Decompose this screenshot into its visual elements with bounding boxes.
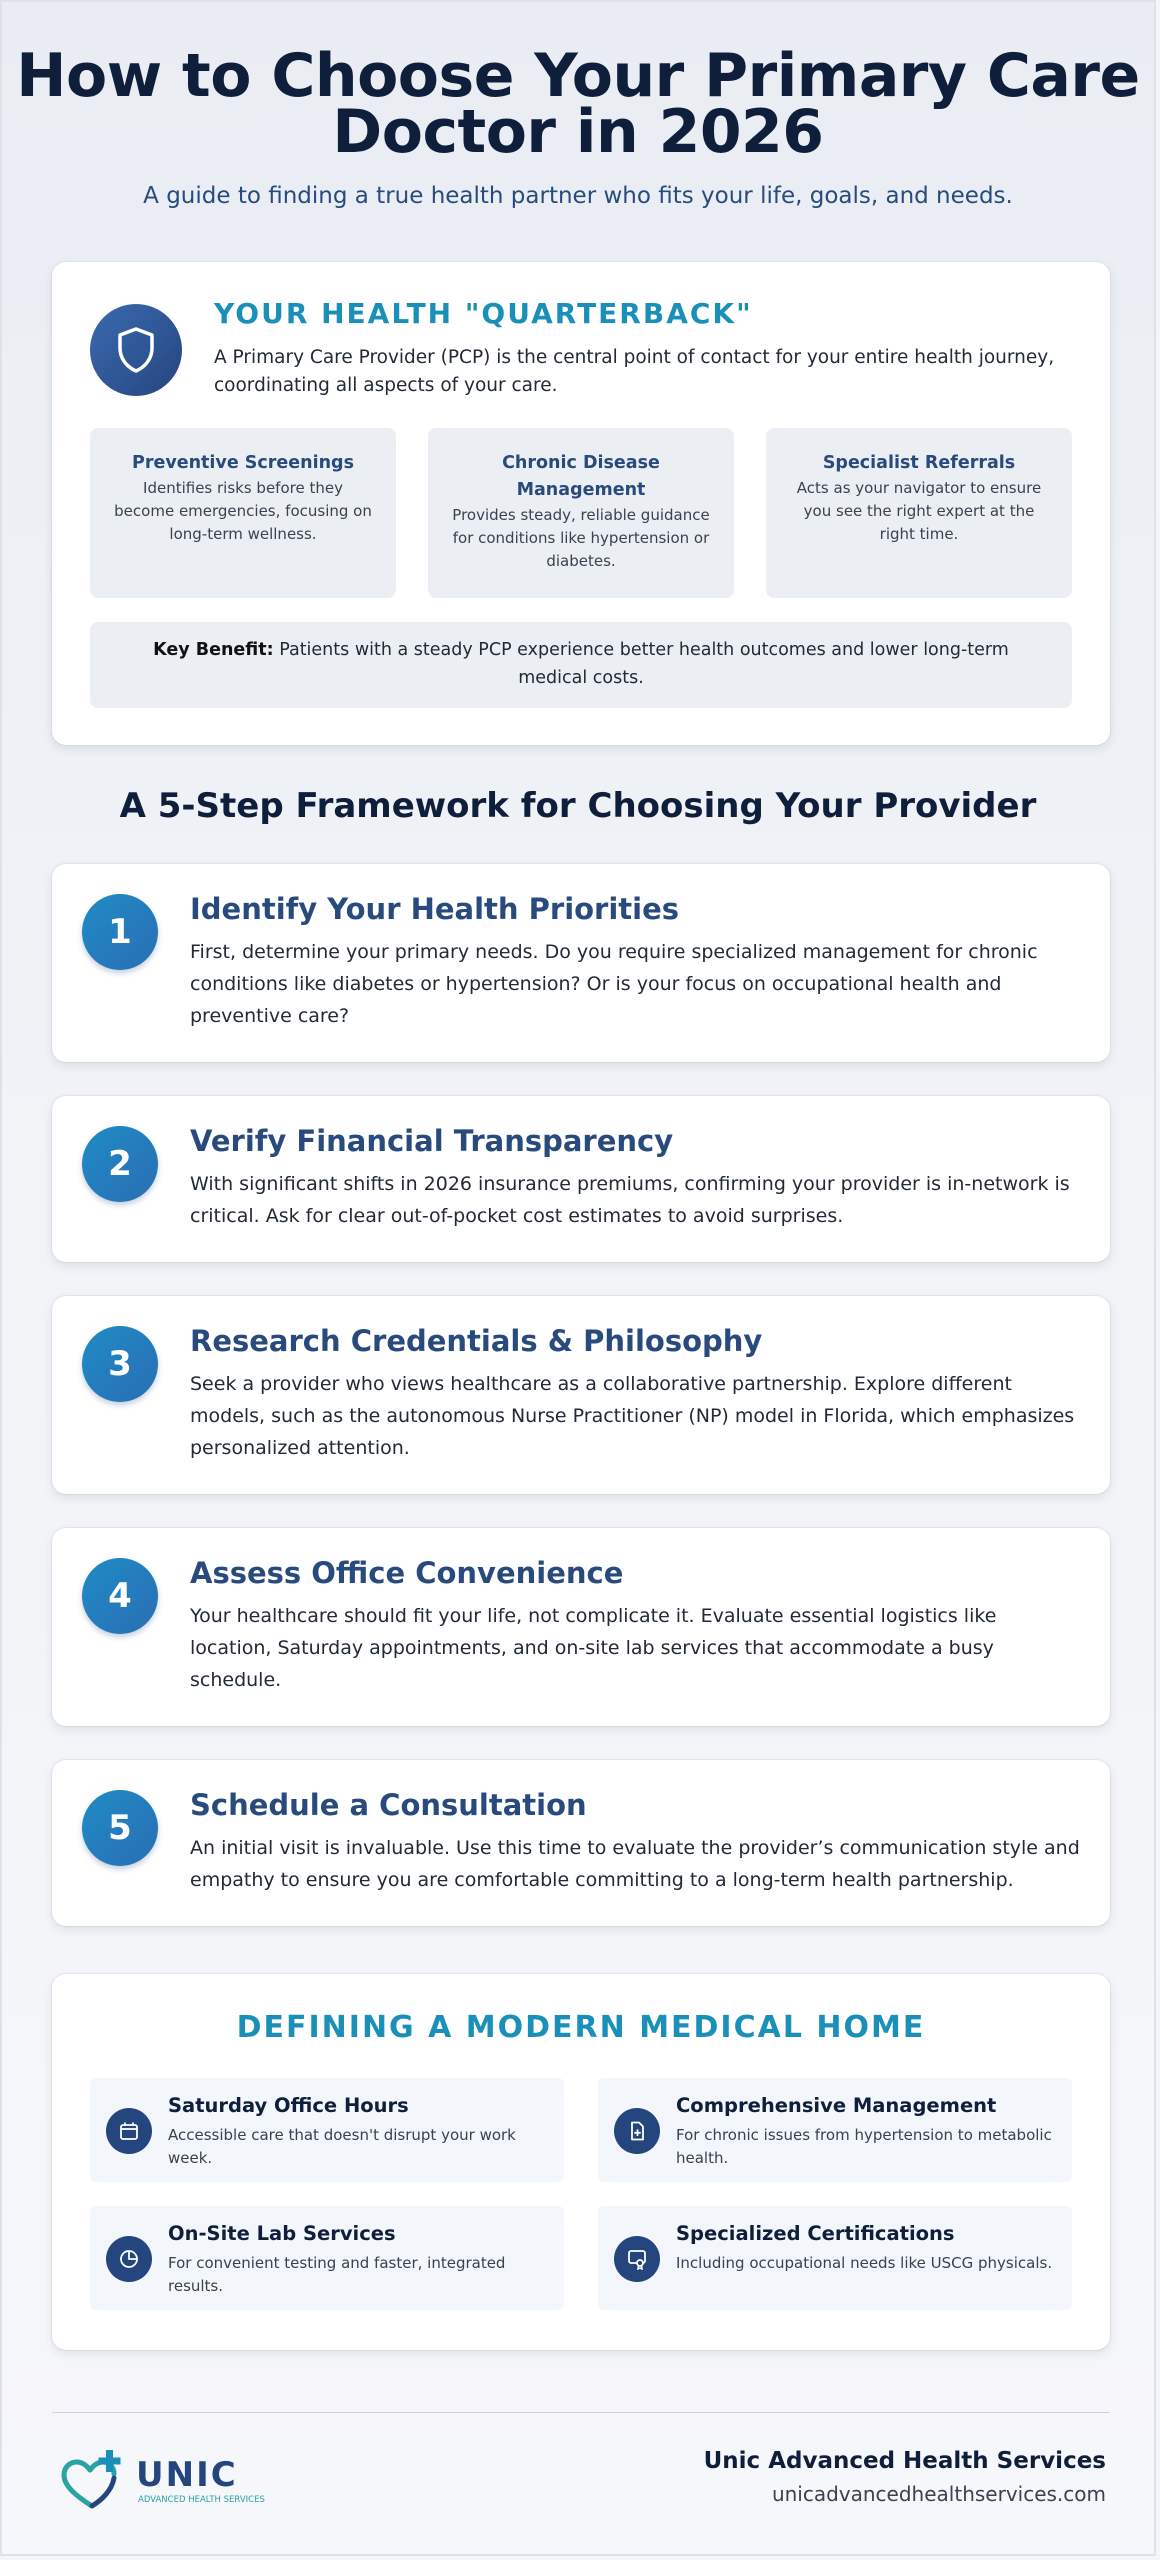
page-title-line1: How to Choose Your Primary Care (16, 41, 1140, 111)
page-title (2, 41, 1154, 167)
role-chronic-disease-management (428, 428, 734, 598)
step-number-badge: 5 (82, 1790, 158, 1866)
step-title: Assess Office Convenience (190, 1556, 624, 1590)
feature-specialized-certifications (598, 2206, 1072, 2310)
shield-icon (90, 304, 182, 396)
feature-text: Including occupational needs like USCG physicals. (676, 2254, 1053, 2272)
feature-comprehensive-management (598, 2078, 1072, 2182)
unic-logo (58, 2448, 308, 2514)
step-text: Seek a provider who views healthcare as a collaborative partnership. Explore different models, such as the autonomous Nurse Practitioner (NP) model in Florida, which emphasizes personalized attention. (190, 1373, 1075, 1459)
organization-website[interactable]: unicadvancedhealthservices.com (771, 2482, 1106, 2506)
organization-name: Unic Advanced Health Services (703, 2448, 1106, 2474)
key-benefit (90, 622, 1072, 708)
pie-chart-icon (106, 2236, 152, 2282)
step-title: Research Credentials & Philosophy (190, 1324, 763, 1358)
certificate-icon (614, 2236, 660, 2282)
feature-title: Saturday Office Hours (168, 2094, 409, 2117)
feature-title: On-Site Lab Services (168, 2222, 396, 2245)
quarterback-title: YOUR HEALTH "QUARTERBACK" (214, 297, 753, 330)
step-card-2 (52, 1096, 1110, 1262)
step-title: Verify Financial Transparency (190, 1124, 674, 1158)
feature-onsite-lab (90, 2206, 564, 2310)
feature-title: Specialized Certifications (676, 2222, 955, 2245)
framework-title: A 5-Step Framework for Choosing Your Provider (119, 786, 1037, 826)
role-text: Provides steady, reliable guidance for conditions like hypertension or diabetes. (452, 506, 710, 570)
step-title: Schedule a Consultation (190, 1788, 587, 1822)
key-benefit-label: Key Benefit: (153, 640, 274, 660)
medical-home-card (52, 1974, 1110, 2350)
step-text: With significant shifts in 2026 insurance premiums, confirming your provider is in-network is critical. Ask for clear out-of-pocket cost estimates to avoid surprises. (190, 1173, 1070, 1227)
role-specialist-referrals (766, 428, 1072, 598)
page-subtitle: A guide to finding a true health partner who fits your life, goals, and needs. (143, 183, 1013, 209)
feature-text: For chronic issues from hypertension to metabolic health. (676, 2126, 1052, 2167)
role-preventive-screenings (90, 428, 396, 598)
medical-home-title: DEFINING A MODERN MEDICAL HOME (236, 2010, 926, 2045)
step-title: Identify Your Health Priorities (190, 892, 680, 926)
step-card-1 (52, 864, 1110, 1062)
feature-saturday-hours (90, 2078, 564, 2182)
feature-text: Accessible care that doesn't disrupt your work week. (168, 2126, 516, 2167)
step-text: Your healthcare should fit your life, not complicate it. Evaluate essential logistics like location, Saturday appointments, and on-site lab services that accommodate a busy schedule. (190, 1605, 997, 1691)
role-title: Preventive Screenings (132, 453, 354, 473)
step-text: First, determine your primary needs. Do you require specialized management for chronic conditions like diabetes or hypertension? Or is your focus on occupational health and preventive care? (190, 941, 1038, 1027)
step-number-badge: 1 (82, 894, 158, 970)
quarterback-card (52, 262, 1110, 745)
role-title: Chronic Disease Management (502, 453, 660, 500)
step-card-3 (52, 1296, 1110, 1494)
footer-divider (52, 2412, 1110, 2413)
role-text: Acts as your navigator to ensure you see the right expert at the right time. (796, 479, 1042, 543)
logo-wordmark: UNIC (136, 2455, 238, 2495)
document-plus-icon (614, 2108, 660, 2154)
step-text: An initial visit is invaluable. Use this time to evaluate the provider’s communication style and empathy to ensure you are comfortable committing to a long-term health partnership. (190, 1837, 1080, 1891)
feature-title: Comprehensive Management (676, 2094, 997, 2117)
key-benefit-text: Patients with a steady PCP experience better health outcomes and lower long-term medical costs. (273, 640, 1009, 688)
page-title-line2: Doctor in 2026 (332, 97, 824, 167)
quarterback-description: A Primary Care Provider (PCP) is the central point of contact for your entire health journey, coordinating all aspects of your care. (214, 347, 1055, 396)
logo-tagline: ADVANCED HEALTH SERVICES (138, 2495, 265, 2505)
step-card-4 (52, 1528, 1110, 1726)
step-number-badge: 4 (82, 1558, 158, 1634)
role-title: Specialist Referrals (822, 453, 1016, 473)
step-card-5 (52, 1760, 1110, 1926)
step-number-badge: 2 (82, 1126, 158, 1202)
feature-text: For convenient testing and faster, integrated results. (168, 2254, 506, 2295)
calendar-icon (106, 2108, 152, 2154)
role-text: Identifies risks before they become emergencies, focusing on long-term wellness. (114, 479, 372, 543)
step-number-badge: 3 (82, 1326, 158, 1402)
